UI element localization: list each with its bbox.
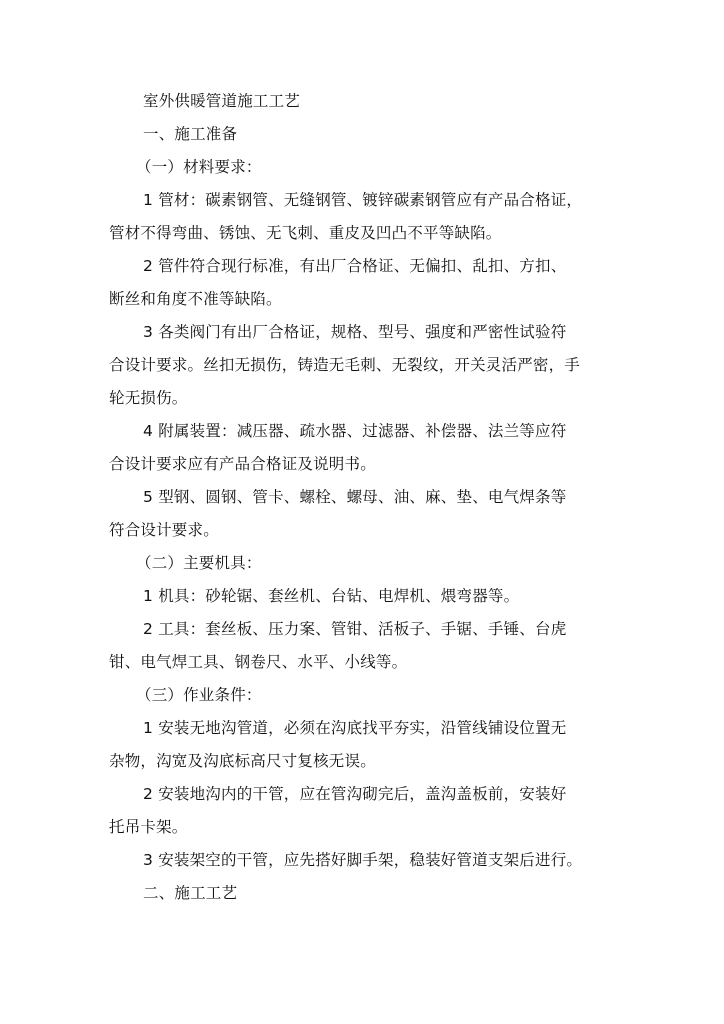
- paragraph-line: 断丝和角度不准等缺陷。: [109, 290, 282, 308]
- paragraph-line: 杂物，沟宽及沟底标高尺寸复核无误。: [109, 752, 376, 770]
- paragraph-line: 钳、电气焊工具、钢卷尺、水平、小线等。: [109, 653, 408, 671]
- paragraph-line: 符合设计要求。: [109, 521, 219, 539]
- paragraph-line: 1 机具：砂轮锯、套丝机、台钻、电焊机、煨弯器等。: [143, 587, 520, 605]
- paragraph-line: 合设计要求应有产品合格证及说明书。: [109, 455, 376, 473]
- section-heading-process: 二、施工工艺: [143, 884, 238, 902]
- paragraph-line: 3 各类阀门有出厂合格证，规格、型号、强度和严密性试验符: [143, 323, 567, 341]
- paragraph-line: 5 型钢、圆钢、管卡、螺栓、螺母、油、麻、垫、电气焊条等: [143, 488, 567, 506]
- document-title: 室外供暖管道施工工艺: [143, 92, 301, 110]
- paragraph-line: 管材不得弯曲、锈蚀、无飞刺、重皮及凹凸不平等缺陷。: [109, 224, 502, 242]
- subheading-tools: （二）主要机具：: [136, 554, 262, 572]
- paragraph-line: 2 管件符合现行标准，有出厂合格证、无偏扣、乱扣、方扣、: [143, 257, 567, 275]
- subheading-materials: （一）材料要求：: [136, 158, 262, 176]
- paragraph-line: 3 安装架空的干管，应先搭好脚手架，稳装好管道支架后进行。: [143, 851, 583, 869]
- paragraph-line: 1 管材：碳素钢管、无缝钢管、镀锌碳素钢管应有产品合格证，: [143, 191, 583, 209]
- subheading-conditions: （三）作业条件：: [136, 686, 262, 704]
- paragraph-line: 托吊卡架。: [109, 818, 188, 836]
- paragraph-line: 2 安装地沟内的干管，应在管沟砌完后，盖沟盖板前，安装好: [143, 785, 567, 803]
- paragraph-line: 4 附属装置：减压器、疏水器、过滤器、补偿器、法兰等应符: [143, 422, 567, 440]
- paragraph-line: 轮无损伤。: [109, 389, 188, 407]
- paragraph-line: 2 工具：套丝板、压力案、管钳、活板子、手锯、手锤、台虎: [143, 620, 567, 638]
- paragraph-line: 合设计要求。丝扣无损伤，铸造无毛刺、无裂纹，开关灵活严密，手: [109, 356, 581, 374]
- section-heading-preparation: 一、施工准备: [143, 125, 238, 143]
- paragraph-line: 1 安装无地沟管道，必须在沟底找平夯实，沿管线铺设位置无: [143, 719, 567, 737]
